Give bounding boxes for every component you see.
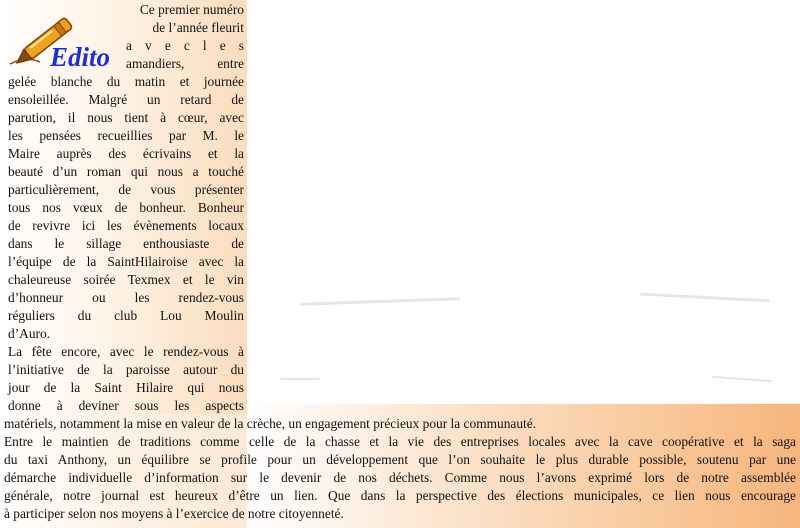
body-line: particulièrement, de vous présenter xyxy=(8,182,244,197)
body-line: démarche individuelle d’information sur le devenir de nos déchets. Comme nous l’avons exprimé lors de notre assemblée xyxy=(4,470,796,485)
body-line: à participer selon nos moyens à l’exercice de notre citoyenneté. xyxy=(4,506,344,521)
scan-artifact xyxy=(300,297,460,306)
body-line: matériels, notamment la mise en valeur de la crèche, un engagement précieux pour la communauté. xyxy=(4,416,537,431)
body-line: beauté d’un roman qui nous a touché xyxy=(8,164,244,179)
body-line: Entre le maintien de traditions comme celle de la chasse et la vie des entreprises locales avec la cave coopérative et la saga xyxy=(4,434,796,449)
body-line: a v e c l e s xyxy=(126,38,244,53)
body-line: l’initiative de la paroisse autour du xyxy=(8,362,244,377)
body-line: de l’année fleurit xyxy=(152,20,244,35)
body-line: Ce premier numéro xyxy=(139,2,244,17)
body-line: jour de la Saint Hilaire qui nous xyxy=(8,380,244,395)
body-line: l’équipe de la SaintHilairoise avec la xyxy=(8,254,244,269)
scan-artifact xyxy=(640,293,770,303)
body-line: amandiers, entre xyxy=(126,56,244,71)
body-line: tous nos vœux de bonheur. Bonheur xyxy=(8,200,244,215)
body-line: gelée blanche du matin et journée xyxy=(8,74,244,89)
body-line: donne à deviner sous les aspects xyxy=(8,398,244,413)
body-line: dans le sillage enthousiaste de xyxy=(8,236,244,251)
body-line: d’Auro. xyxy=(8,326,51,341)
body-line: du taxi Anthony, un équilibre se profile pour un développement que l’on souhaite le plus durable possible, soutenu par une xyxy=(4,452,796,467)
scan-artifact xyxy=(712,376,772,382)
body-line: réguliers du club Lou Moulin xyxy=(8,308,244,323)
scan-artifact xyxy=(280,378,320,380)
body-line: les pensées recueillies par M. le xyxy=(8,128,244,143)
body-line: Maire auprès des écrivains et la xyxy=(8,146,244,161)
body-line: La fête encore, avec le rendez-vous à xyxy=(8,344,244,359)
body-line: ensoleillée. Malgré un retard de xyxy=(8,92,244,107)
body-line: de revivre ici les évènements locaux xyxy=(8,218,244,233)
body-line: d’honneur ou les rendez-vous xyxy=(8,290,244,305)
body-line: parution, il nous tient à cœur, avec xyxy=(8,110,244,125)
body-line: générale, notre journal est heureux d’être un lien. Que dans la perspective des élections municipales, ce lien nous encourage xyxy=(4,488,796,503)
edito-title: Edito xyxy=(50,42,111,72)
body-line: chaleureuse soirée Texmex et le vin xyxy=(8,272,244,287)
edito-logo xyxy=(6,2,124,74)
